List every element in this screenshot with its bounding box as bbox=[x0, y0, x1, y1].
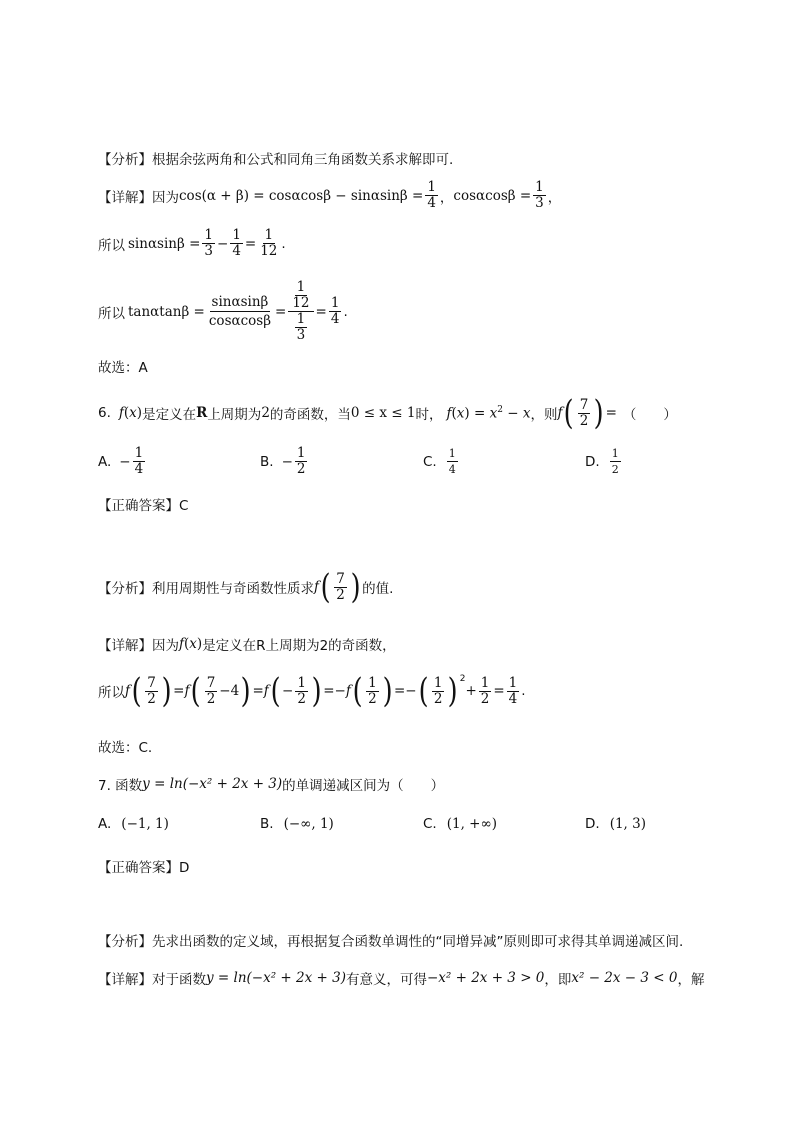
q7-correct-answer: 【正确答案】D bbox=[98, 860, 190, 876]
q6-analysis: 【分析】利用周期性与奇函数性质求 f ( $\frac{7}{2}$ ) 的值. bbox=[98, 567, 394, 607]
q5-so-line-2: 所以 tanαtanβ = $\frac{\sin\alpha\sin\beta}{\cos\alpha\cos\beta}$ = $\frac{\frac{1}{12}}{\frac{1}{3}}$ = $\frac{1}{4}$ . bbox=[98, 279, 348, 343]
q7-option-d[interactable]: D. (1, 3) bbox=[585, 816, 646, 832]
q5-so-line-1: 所以 sinαsinβ = $\frac{1}{3}$ − $\frac{1}{4}$ = $\frac{1}{12}$ . bbox=[98, 227, 286, 259]
q6-option-c[interactable]: C. $\frac{1}{4}$ bbox=[423, 447, 456, 476]
fraction: $\frac{1}{12}$ bbox=[260, 227, 278, 259]
q5-answer: 故选：A bbox=[98, 360, 148, 376]
fraction: $\frac{1}{4}$ bbox=[427, 179, 436, 211]
q6-answer: 故选：C. bbox=[98, 740, 153, 756]
fraction: $\frac{1}{4}$ bbox=[330, 295, 340, 327]
q6-option-b[interactable]: B. − $\frac{1}{2}$ bbox=[260, 445, 306, 477]
q7-stem: 7. 函数 y = ln(−x² + 2x + 3) 的单调递减区间为（ ） bbox=[98, 776, 445, 794]
q5-analysis: 【分析】根据余弦两角和公式和同角三角函数关系求解即可. bbox=[98, 152, 454, 168]
fraction: $\frac{1}{4}$ bbox=[232, 227, 241, 259]
q6-stem: 6. f ( x ) 是定义在 R 上周期为 2 的奇函数，当 0 ≤ x ≤ 1 时， $f(x) = x^2 - x$ ，则 f ( $\frac{7}{2}$ ) = （ ） bbox=[98, 393, 677, 433]
q6-detail: 【详解】因为 f(x) 是定义在R上周期为2的奇函数， bbox=[98, 636, 396, 654]
fraction: $\frac{1}{3}$ bbox=[204, 227, 213, 259]
q6-so-line: 所以 f ( $\frac{7}{2}$ ) = f ( $\frac{7}{2}$ −4 ) = f ( − $\frac{1}{2}$ ) = − f ( $\frac{1}{2}$ ) = − ( $\frac{1}{2}$ ) $^2$ + $\frac{1}{2}$ = $\frac{1}{4}$ . bbox=[98, 671, 526, 711]
q7-detail: 【详解】对于函数 y = ln(−x² + 2x + 3) 有意义，可得 −x² + 2x + 3 > 0 ，即 x² − 2x − 3 < 0 ，解 bbox=[98, 970, 705, 988]
q6-correct-answer: 【正确答案】C bbox=[98, 498, 189, 514]
q7-option-a[interactable]: A. (−1, 1) bbox=[98, 816, 169, 832]
q7-option-c[interactable]: C. (1, +∞) bbox=[423, 816, 497, 832]
fraction: $\frac{\sin\alpha\sin\beta}{\cos\alpha\cos\beta}$ bbox=[208, 294, 272, 329]
compound-fraction: $\frac{\frac{1}{12}}{\frac{1}{3}}$ bbox=[288, 280, 313, 343]
q7-analysis: 【分析】先求出函数的定义域，再根据复合函数单调性的“同增异减”原则即可求得其单调递减区间. bbox=[98, 934, 684, 950]
q6-option-d[interactable]: D. $\frac{1}{2}$ bbox=[585, 447, 619, 476]
q5-detail-line: 【详解】因为 cos(α + β) = cosαcosβ − sinαsinβ = $\frac{1}{4}$ ， cosαcosβ = $\frac{1}{3}$ ， bbox=[98, 179, 562, 211]
fraction: $\frac{1}{3}$ bbox=[535, 179, 544, 211]
q7-option-b[interactable]: B. (−∞, 1) bbox=[260, 816, 334, 832]
q6-option-a[interactable]: A. − $\frac{1}{4}$ bbox=[98, 445, 144, 477]
